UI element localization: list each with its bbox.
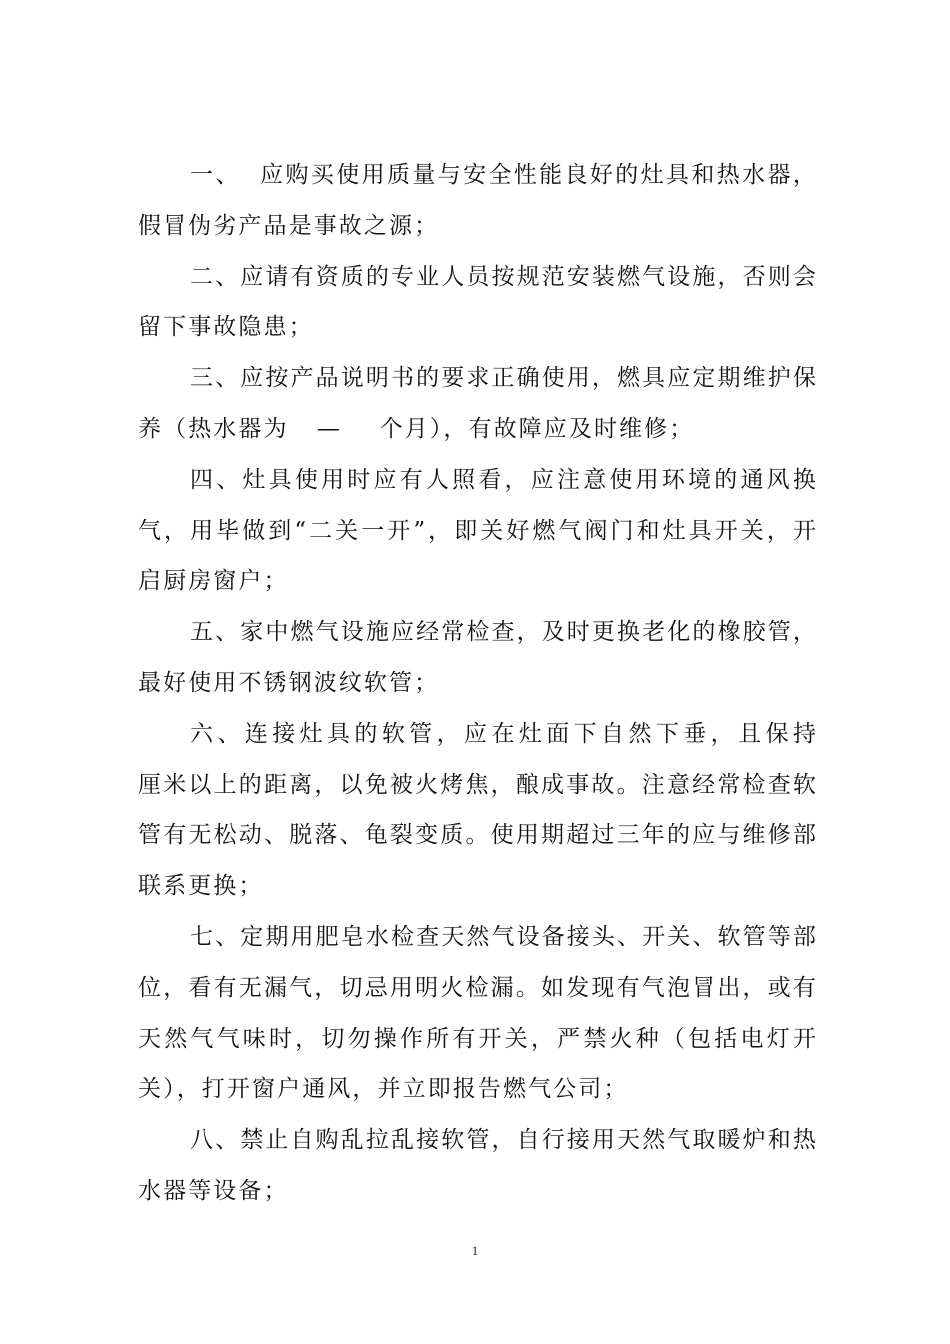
paragraph-6: 六、连接灶具的软管，应在灶面下自然下垂，且保持 厘米以上的距离，以免被火烤焦，酿成事故。注意经常检查软管有无松动、脱落、龟裂变质。使用期超过三年的应与维修部联系更换； — [138, 720, 875, 900]
page-number: 1 — [471, 1243, 479, 1258]
paragraph-4: 四、灶具使用时应有人照看，应注意使用环境的通风换气，用毕做到“二关一开”，即关好燃气阀门和灶具开关，开启厨房窗户； — [138, 466, 818, 595]
paragraph-8: 八、禁止自购乱拉乱接软管，自行接用天然气取暖炉和热水器等设备； — [138, 1127, 818, 1204]
paragraph-7: 七、定期用肥皂水检查天然气设备接头、开关、软管等部位，看有无漏气，切忌用明火检漏。如发现有气泡冒出，或有天然气气味时，切勿操作所有开关，严禁火种（包括电灯开关），打开窗户通风，并立即报告燃气公司； — [138, 923, 818, 1103]
paragraph-2: 二、应请有资质的专业人员按规范安装燃气设施，否则会留下事故隐患； — [138, 263, 818, 341]
paragraph-5: 五、家中燃气设施应经常检查，及时更换老化的橡胶管，最好使用不锈钢波纹软管； — [138, 619, 818, 696]
paragraph-3: 三、应按产品说明书的要求正确使用，燃具应定期维护保养（热水器为 — 个月），有故障应及时维修； — [138, 365, 818, 442]
paragraph-1: 一、 应购买使用质量与安全性能良好的灶具和热水器，假冒伪劣产品是事故之源； — [138, 162, 818, 239]
document-body — [138, 150, 875, 1217]
